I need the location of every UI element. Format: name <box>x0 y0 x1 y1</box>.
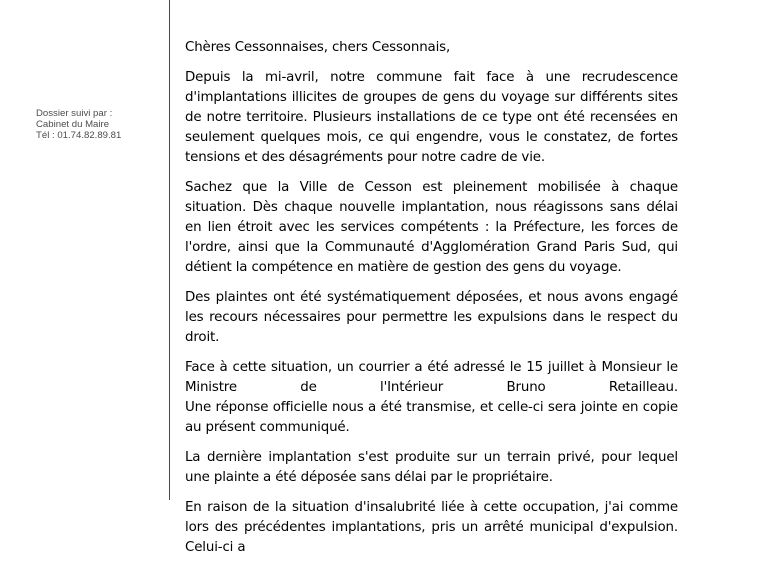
courrier-line: Face à cette situation, un courrier a été adressé le 15 juillet à Monsieur le Ministre de l'Intérieur Bruno Retailleau. <box>185 360 678 395</box>
letter-body <box>185 38 678 568</box>
reponse-line: Une réponse officielle nous a été transmise, et celle-ci sera jointe en copie au présent communiqué. <box>185 400 678 435</box>
margin-divider-line <box>169 0 170 500</box>
dossier-label: Dossier suivi par : <box>36 108 113 119</box>
cabinet-label: Cabinet du Maire <box>36 119 110 130</box>
paragraph-terrain-prive: La dernière implantation s'est produite sur un terrain privé, pour lequel une plainte a été déposée sans délai par le propriétaire. <box>185 450 678 485</box>
paragraph-mobilisation: Sachez que la Ville de Cesson est pleinement mobilisée à chaque situation. Dès chaque nouvelle implantation, nous réagissons sans délai en lien étroit avec les services compétents : la Préfecture, les forces de l'ordre, ainsi que la Communauté d'Agglomération Grand Paris Sud, qui détient la compétence en matière de gestion des gens du voyage. <box>185 180 678 275</box>
paragraph-mid-april: Depuis la mi-avril, notre commune fait face à une recrudescence d'implantations illicites de groupes de gens du voyage sur différents sites de notre territoire. Plusieurs installations de ce type ont été recensées en seulement quelques mois, ce qui engendre, vous le constatez, de fortes tensions et des désagréments pour notre cadre de vie. <box>185 70 678 165</box>
phone-label: Tél : 01.74.82.89.81 <box>36 130 122 141</box>
paragraph-plaintes: Des plaintes ont été systématiquement déposées, et nous avons engagé les recours nécessaires pour permettre les expulsions dans le respect du droit. <box>185 290 678 345</box>
paragraph-insalubrite: En raison de la situation d'insalubrité liée à cette occupation, j'ai comme lors des précédentes implantations, pris un arrêté municipal d'expulsion. Celui-ci a <box>185 500 678 555</box>
salutation: Chères Cessonnaises, chers Cessonnais, <box>185 40 451 55</box>
sender-info-block <box>36 108 161 141</box>
paragraph-courrier-ministre <box>185 358 678 438</box>
